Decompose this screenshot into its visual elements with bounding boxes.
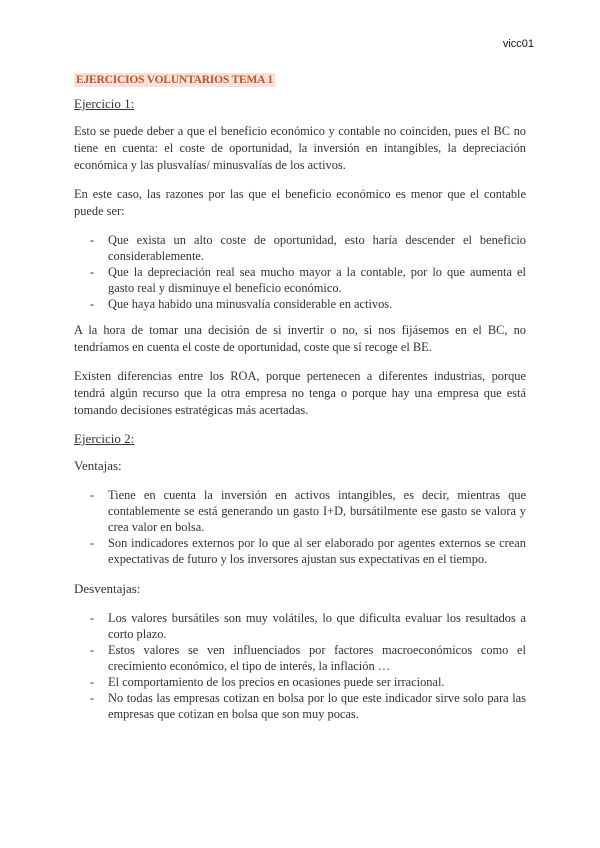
ventajas-list	[74, 487, 526, 567]
exercise-1-paragraph-4: Existen diferencias entre los ROA, porque pertenecen a diferentes industrias, porque tendrá algún recurso que la otra empresa no tenga o porque hay una empresa que está tomando decisiones estratégicas más acertadas.	[74, 369, 526, 417]
desventajas-list	[74, 610, 526, 722]
document-page	[74, 70, 526, 732]
exercise-1-paragraph-3: A la hora de tomar una decisión de si invertir o no, si nos fijásemos en el BC, no tendríamos en cuenta el coste de oportunidad, coste que sí recoge el BE.	[74, 323, 526, 354]
list-item: - Tiene en cuenta la inversión en activos intangibles, es decir, mientras que contablemente se está generando un gasto I+D, bursátilmente ese gasto se valora y crea valor en bolsa.	[90, 488, 526, 534]
list-item: - No todas las empresas cotizan en bolsa por lo que este indicador sirve solo para las empresas que cotizan en bolsa que son muy pocas.	[90, 691, 526, 721]
exercise-2-heading: Ejercicio 2:	[74, 431, 135, 446]
ventajas-heading: Ventajas:	[74, 458, 122, 473]
list-item: - Que la depreciación real sea mucho mayor a la contable, por lo que aumenta el gasto real y disminuye el beneficio económico.	[90, 265, 526, 295]
header-username: vicc01	[502, 38, 534, 50]
list-item: - Estos valores se ven influenciados por factores macroeconómicos como el crecimiento económico, el tipo de interés, la inflación …	[90, 643, 526, 673]
exercise-1-list	[74, 232, 526, 312]
list-item: - Son indicadores externos por lo que al ser elaborado por agentes externos se crean expectativas de futuro y los inversores ajustan sus expectativas en el tiempo.	[90, 536, 526, 566]
desventajas-heading: Desventajas:	[74, 581, 141, 596]
document-title: EJERCICIOS VOLUNTARIOS TEMA 1	[76, 74, 273, 86]
list-item: - Los valores bursátiles son muy volátiles, lo que dificulta evaluar los resultados a corto plazo.	[90, 611, 526, 641]
exercise-1-paragraph-2: En este caso, las razones por las que el beneficio económico es menor que el contable puede ser:	[74, 187, 526, 218]
list-item: - El comportamiento de los precios en ocasiones puede ser irracional.	[90, 675, 445, 689]
exercise-1-heading: Ejercicio 1:	[74, 96, 135, 111]
exercise-1-paragraph-1: Esto se puede deber a que el beneficio económico y contable no coinciden, pues el BC no tiene en cuenta: el coste de oportunidad, la inversión en intangibles, la depreciación económica y las plusvalías/ minusvalías de los activos.	[74, 124, 526, 172]
list-item: - Que exista un alto coste de oportunidad, esto haría descender el beneficio considerablemente.	[90, 233, 526, 263]
list-item: - Que haya habido una minusvalía considerable en activos.	[90, 297, 393, 311]
